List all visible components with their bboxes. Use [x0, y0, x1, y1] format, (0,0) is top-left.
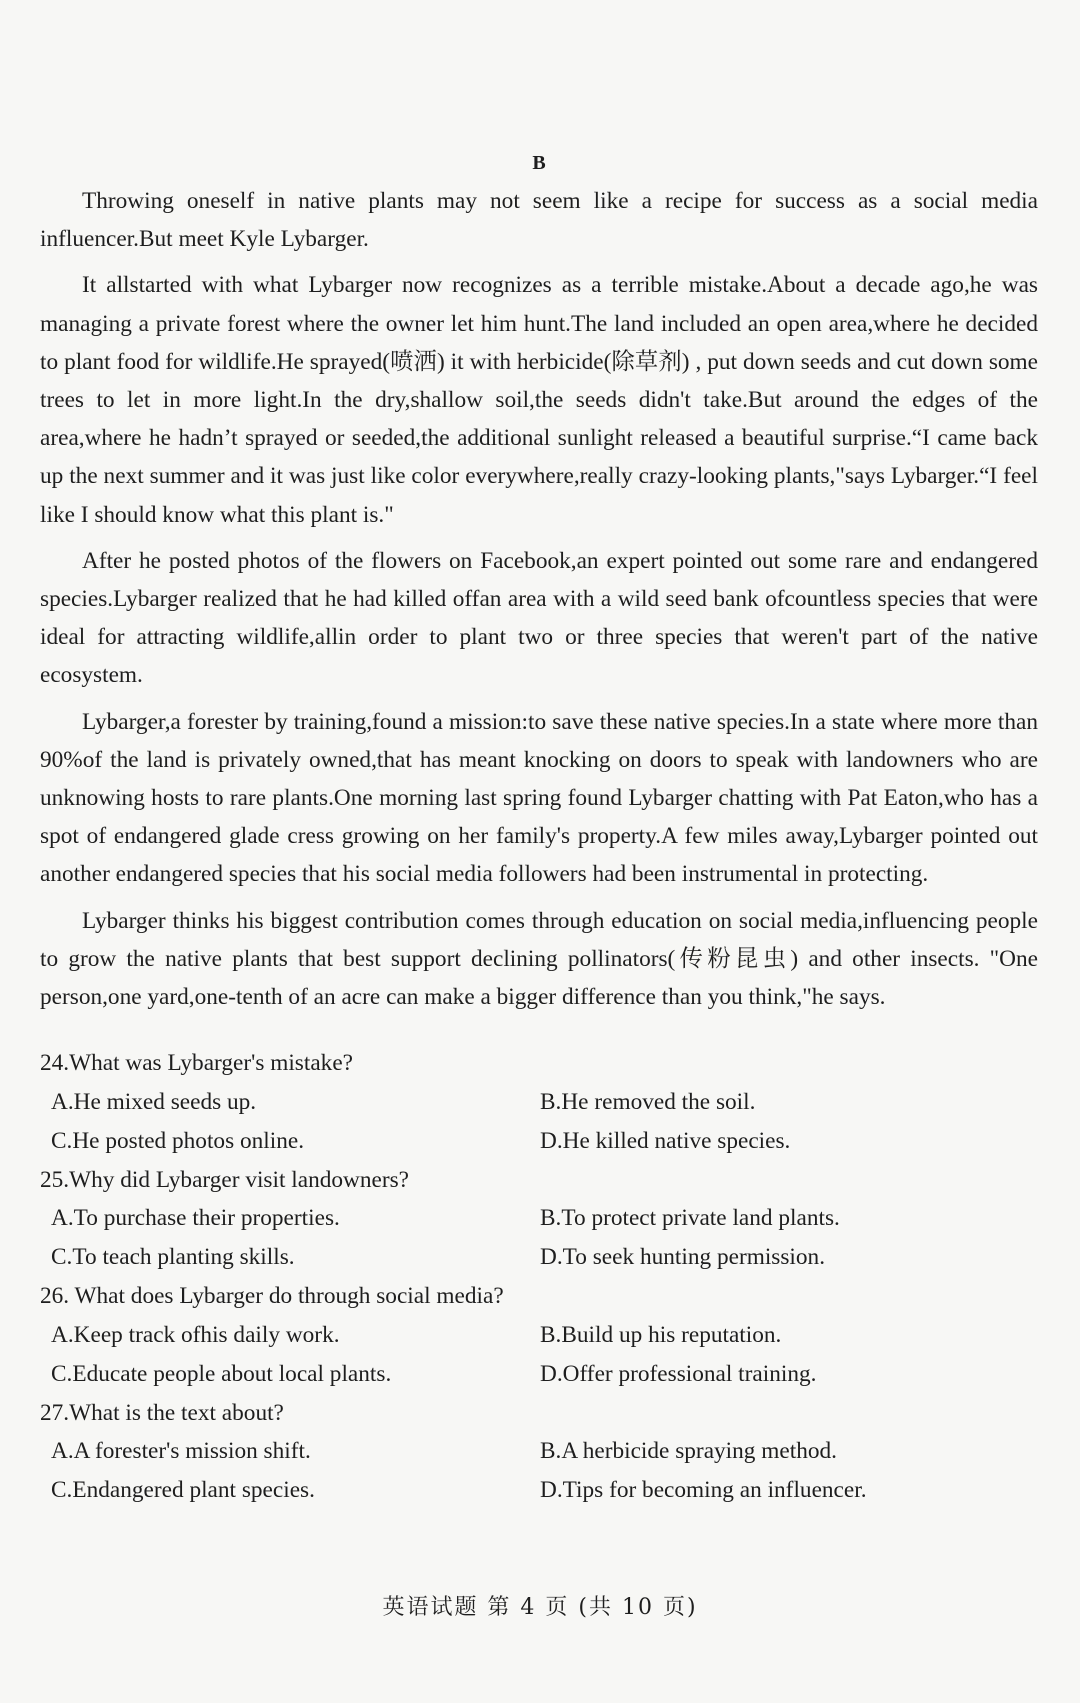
- option-b: B.He removed the soil.: [540, 1088, 756, 1115]
- question-25: [40, 1161, 1038, 1278]
- page-footer: 英语试题 第 4 页 (共 10 页): [382, 1595, 698, 1620]
- option-c: C.To teach planting skills.: [51, 1244, 295, 1271]
- question-stem: 24.What was Lybarger's mistake?: [40, 1050, 354, 1077]
- option-row: [40, 1083, 1038, 1122]
- option-d: D.He killed native species.: [540, 1127, 791, 1154]
- exam-page: [40, 148, 1038, 1510]
- question-list: [40, 1044, 1038, 1510]
- option-a: A.Keep track ofhis daily work.: [51, 1321, 340, 1348]
- option-c: C.Endangered plant species.: [51, 1477, 315, 1504]
- question-26: [40, 1277, 1038, 1394]
- option-row: [40, 1316, 1038, 1355]
- option-b: B.A herbicide spraying method.: [540, 1438, 837, 1465]
- option-d: D.To seek hunting permission.: [540, 1244, 826, 1271]
- passage-paragraph-1: Throwing oneself in native plants may not seem like a recipe for success as a social media influencer.But meet Kyle Lybarger.: [40, 188, 1038, 253]
- passage-paragraph-4: Lybarger,a forester by training,found a mission:to save these native species.In a state where more than 90%of the land is privately owned,that has meant knocking on doors to speak with landowners who are unknowing hosts to rare plants.One morning last spring found Lybarger chatting with Pat Eaton,who has a spot of endangered glade cress growing on her family's property.A few miles away,Lybarger pointed out another endangered species that his social media followers had been instrumental in protecting.: [40, 708, 1038, 888]
- passage-paragraph-5: Lybarger thinks his biggest contribution comes through education on social media,influencing people to grow the native plants that best support declining pollinators(传粉昆虫) and other insects. "One person,one yard,one-tenth of an acre can make a bigger difference than you think,"he says.: [40, 907, 1038, 1011]
- question-27: [40, 1394, 1038, 1511]
- option-row: [40, 1355, 1038, 1394]
- option-row: [40, 1238, 1038, 1277]
- passage-paragraph-3: After he posted photos of the flowers on Facebook,an expert pointed out some rare and endangered species.Lybarger realized that he had killed offan area with a wild seed bank ofcountless species that were ideal for attracting wildlife,allin order to plant two or three species that weren't part of the native ecosystem.: [40, 547, 1038, 689]
- option-row: [40, 1122, 1038, 1161]
- option-a: A.He mixed seeds up.: [51, 1088, 257, 1115]
- question-stem: 26. What does Lybarger do through social media?: [40, 1283, 504, 1310]
- reading-passage: [40, 182, 1038, 1016]
- option-row: [40, 1432, 1038, 1471]
- section-title: B: [532, 152, 546, 174]
- option-a: A.A forester's mission shift.: [51, 1438, 311, 1465]
- option-a: A.To purchase their properties.: [51, 1205, 340, 1232]
- question-stem: 27.What is the text about?: [40, 1399, 284, 1426]
- option-row: [40, 1471, 1038, 1510]
- question-24: [40, 1044, 1038, 1161]
- option-b: B.Build up his reputation.: [540, 1321, 782, 1348]
- option-row: [40, 1199, 1038, 1238]
- option-c: C.Educate people about local plants.: [51, 1360, 392, 1387]
- option-d: D.Tips for becoming an influencer.: [540, 1477, 867, 1504]
- option-c: C.He posted photos online.: [51, 1127, 305, 1154]
- option-d: D.Offer professional training.: [540, 1360, 817, 1387]
- question-stem: 25.Why did Lybarger visit landowners?: [40, 1166, 410, 1193]
- passage-paragraph-2: It allstarted with what Lybarger now recognizes as a terrible mistake.About a decade ago,he was managing a private forest where the owner let him hunt.The land included an open area,where he decided to plant food for wildlife.He sprayed(喷洒) it with herbicide(除草剂) , put down seeds and cut down some trees to let in more light.In the dry,shallow soil,the seeds didn't take.But around the edges of the area,where he hadn’t sprayed or seeded,the additional sunlight released a beautiful surprise.“I came back up the next summer and it was just like color everywhere,really crazy-looking plants,"says Lybarger.“I feel like I should know what this plant is.": [40, 272, 1038, 528]
- option-b: B.To protect private land plants.: [540, 1205, 840, 1232]
